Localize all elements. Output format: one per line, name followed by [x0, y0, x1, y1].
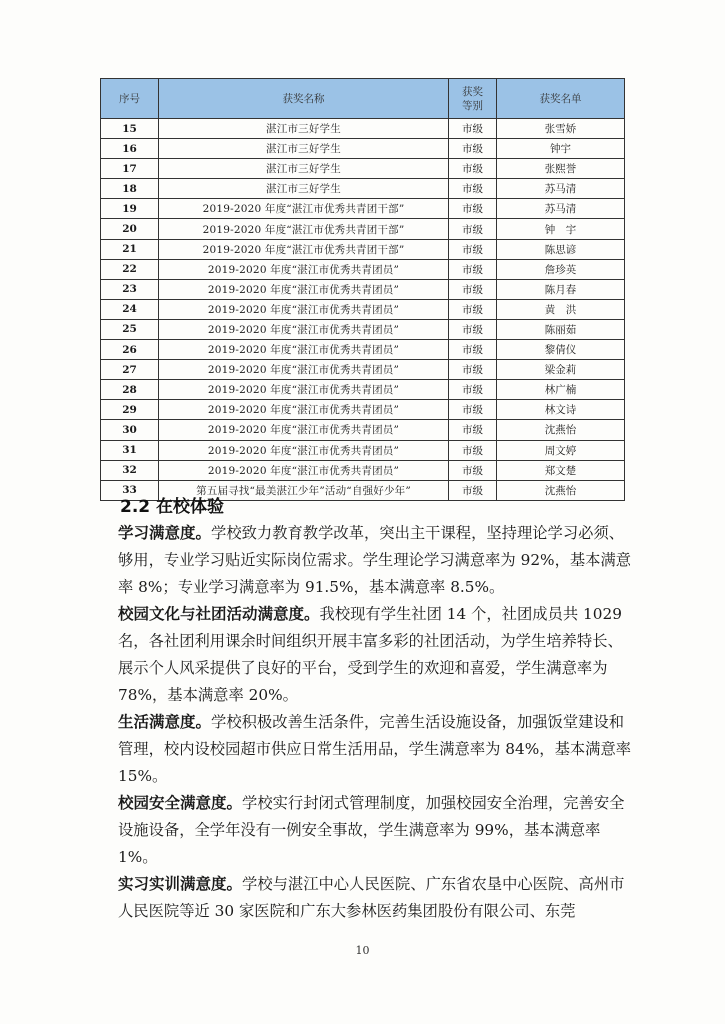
paragraph-lead: 校园文化与社团活动满意度。 — [118, 605, 320, 623]
table-row — [101, 239, 625, 259]
winner-name-cell: 郑文楚 — [497, 460, 625, 480]
winner-name-cell: 沈燕怡 — [497, 480, 625, 500]
award-level-cell: 市级 — [449, 440, 497, 460]
row-number: 18 — [101, 179, 159, 199]
award-level-cell: 市级 — [449, 119, 497, 139]
awards-table-body — [101, 119, 625, 501]
award-name-cell: 2019-2020 年度“湛江市优秀共青团员” — [159, 340, 449, 360]
award-name-cell: 2019-2020 年度“湛江市优秀共青团员” — [159, 400, 449, 420]
header-award-level: 获奖等别 — [449, 79, 497, 119]
award-level-cell: 市级 — [449, 139, 497, 159]
paragraph-lead: 校园安全满意度。 — [118, 794, 243, 812]
row-number: 15 — [101, 119, 159, 139]
winner-name-cell: 苏马清 — [497, 179, 625, 199]
award-name-cell: 2019-2020 年度“湛江市优秀共青团员” — [159, 259, 449, 279]
table-row — [101, 279, 625, 299]
table-row — [101, 380, 625, 400]
row-number: 21 — [101, 239, 159, 259]
award-name-cell: 2019-2020 年度“湛江市优秀共青团员” — [159, 299, 449, 319]
row-number: 28 — [101, 380, 159, 400]
winner-name-cell: 张雪娇 — [497, 119, 625, 139]
row-number: 17 — [101, 159, 159, 179]
table-row — [101, 159, 625, 179]
winner-name-cell: 梁金莉 — [497, 360, 625, 380]
winner-name-cell: 张熙誉 — [497, 159, 625, 179]
header-winners: 获奖名单 — [497, 79, 625, 119]
winner-name-cell: 钟宇 — [497, 139, 625, 159]
paragraph-text: 学校致力教育教学改革，突出主干课程，坚持理论学习必须、够用，专业学习贴近实际岗位需求。学生理论学习满意率为 92%，基本满意率 8%；专业学习满意率为 91.5%，基本满意率 8.5%。 — [118, 524, 632, 596]
table-row — [101, 420, 625, 440]
winner-name-cell: 陈思谚 — [497, 239, 625, 259]
award-level-cell: 市级 — [449, 279, 497, 299]
award-level-cell: 市级 — [449, 179, 497, 199]
header-index: 序号 — [101, 79, 159, 119]
paragraph-text: 学校与湛江中心人民医院、广东省农垦中心医院、高州市人民医院等近 30 家医院和广东大参林医药集团股份有限公司、东莞 — [118, 875, 625, 920]
table-row — [101, 139, 625, 159]
award-name-cell: 2019-2020 年度“湛江市优秀共青团干部” — [159, 219, 449, 239]
award-name-cell: 湛江市三好学生 — [159, 159, 449, 179]
award-level-cell: 市级 — [449, 259, 497, 279]
header-award-name: 获奖名称 — [159, 79, 449, 119]
row-number: 24 — [101, 299, 159, 319]
awards-table-header — [101, 79, 625, 119]
paragraph-study-satisfaction — [118, 520, 638, 601]
row-number: 19 — [101, 199, 159, 219]
winner-name-cell: 黄 洪 — [497, 299, 625, 319]
paragraph-text: 我校现有学生社团 14 个，社团成员共 1029 名，各社团利用课余时间组织开展丰富多彩的社团活动，为学生培养特长、展示个人风采提供了良好的平台，受到学生的欢迎和喜爱，学生满意率为 78%，基本满意率 20%。 — [118, 605, 623, 704]
winner-name-cell: 周文婷 — [497, 440, 625, 460]
winner-name-cell: 林文诗 — [497, 400, 625, 420]
table-row — [101, 259, 625, 279]
row-number: 32 — [101, 460, 159, 480]
award-name-cell: 2019-2020 年度“湛江市优秀共青团员” — [159, 319, 449, 339]
award-level-cell: 市级 — [449, 380, 497, 400]
paragraph-campus-culture — [118, 601, 638, 709]
award-name-cell: 湛江市三好学生 — [159, 139, 449, 159]
award-level-cell: 市级 — [449, 299, 497, 319]
row-number: 16 — [101, 139, 159, 159]
awards-table — [100, 78, 625, 501]
award-name-cell: 湛江市三好学生 — [159, 119, 449, 139]
award-level-cell: 市级 — [449, 219, 497, 239]
winner-name-cell: 林广楠 — [497, 380, 625, 400]
page-number: 10 — [355, 944, 370, 957]
award-level-cell: 市级 — [449, 420, 497, 440]
table-row — [101, 460, 625, 480]
table-row — [101, 299, 625, 319]
table-row — [101, 179, 625, 199]
row-number: 23 — [101, 279, 159, 299]
winner-name-cell: 苏马清 — [497, 199, 625, 219]
award-name-cell: 2019-2020 年度“湛江市优秀共青团员” — [159, 460, 449, 480]
paragraph-lead: 实习实训满意度。 — [118, 875, 243, 893]
winner-name-cell: 陈月春 — [497, 279, 625, 299]
row-number: 29 — [101, 400, 159, 420]
section-heading: 2.2 在校体验 — [120, 497, 225, 517]
row-number: 25 — [101, 319, 159, 339]
table-row — [101, 440, 625, 460]
paragraph-lead: 学习满意度。 — [118, 524, 212, 542]
award-name-cell: 2019-2020 年度“湛江市优秀共青团员” — [159, 380, 449, 400]
award-name-cell: 2019-2020 年度“湛江市优秀共青团干部” — [159, 199, 449, 219]
winner-name-cell: 詹珍英 — [497, 259, 625, 279]
award-level-cell: 市级 — [449, 460, 497, 480]
award-name-cell: 2019-2020 年度“湛江市优秀共青团干部” — [159, 239, 449, 259]
award-name-cell: 2019-2020 年度“湛江市优秀共青团员” — [159, 440, 449, 460]
winner-name-cell: 钟 宇 — [497, 219, 625, 239]
table-row — [101, 119, 625, 139]
winner-name-cell: 陈丽茹 — [497, 319, 625, 339]
paragraph-lead: 生活满意度。 — [118, 713, 212, 731]
award-name-cell: 2019-2020 年度“湛江市优秀共青团员” — [159, 279, 449, 299]
table-row — [101, 319, 625, 339]
winner-name-cell: 沈燕怡 — [497, 420, 625, 440]
row-number: 22 — [101, 259, 159, 279]
row-number: 26 — [101, 340, 159, 360]
paragraph-safety-satisfaction — [118, 790, 638, 871]
award-level-cell: 市级 — [449, 340, 497, 360]
award-level-cell: 市级 — [449, 159, 497, 179]
table-row — [101, 199, 625, 219]
award-name-cell: 第五届寻找“最美湛江少年”活动“自强好少年” — [159, 480, 449, 500]
row-number: 20 — [101, 219, 159, 239]
table-row — [101, 219, 625, 239]
row-number: 27 — [101, 360, 159, 380]
paragraph-text: 学校实行封闭式管理制度，加强校园安全治理，完善安全设施设备，全学年没有一例安全事故，学生满意率为 99%，基本满意率 1%。 — [118, 794, 625, 866]
award-level-cell: 市级 — [449, 400, 497, 420]
award-level-cell: 市级 — [449, 239, 497, 259]
award-name-cell: 2019-2020 年度“湛江市优秀共青团员” — [159, 360, 449, 380]
paragraph-living-satisfaction — [118, 709, 638, 790]
winner-name-cell: 黎倩仪 — [497, 340, 625, 360]
award-name-cell: 2019-2020 年度“湛江市优秀共青团员” — [159, 420, 449, 440]
award-level-cell: 市级 — [449, 360, 497, 380]
award-name-cell: 湛江市三好学生 — [159, 179, 449, 199]
row-number: 33 — [101, 480, 159, 500]
award-level-cell: 市级 — [449, 319, 497, 339]
row-number: 30 — [101, 420, 159, 440]
table-row — [101, 400, 625, 420]
row-number: 31 — [101, 440, 159, 460]
award-level-cell: 市级 — [449, 480, 497, 500]
award-level-cell: 市级 — [449, 199, 497, 219]
table-row — [101, 340, 625, 360]
table-row — [101, 360, 625, 380]
paragraph-text: 学校积极改善生活条件，完善生活设施设备，加强饭堂建设和管理，校内设校园超市供应日常生活用品，学生满意率为 84%，基本满意率 15%。 — [118, 713, 632, 785]
paragraph-internship-satisfaction — [118, 871, 638, 925]
